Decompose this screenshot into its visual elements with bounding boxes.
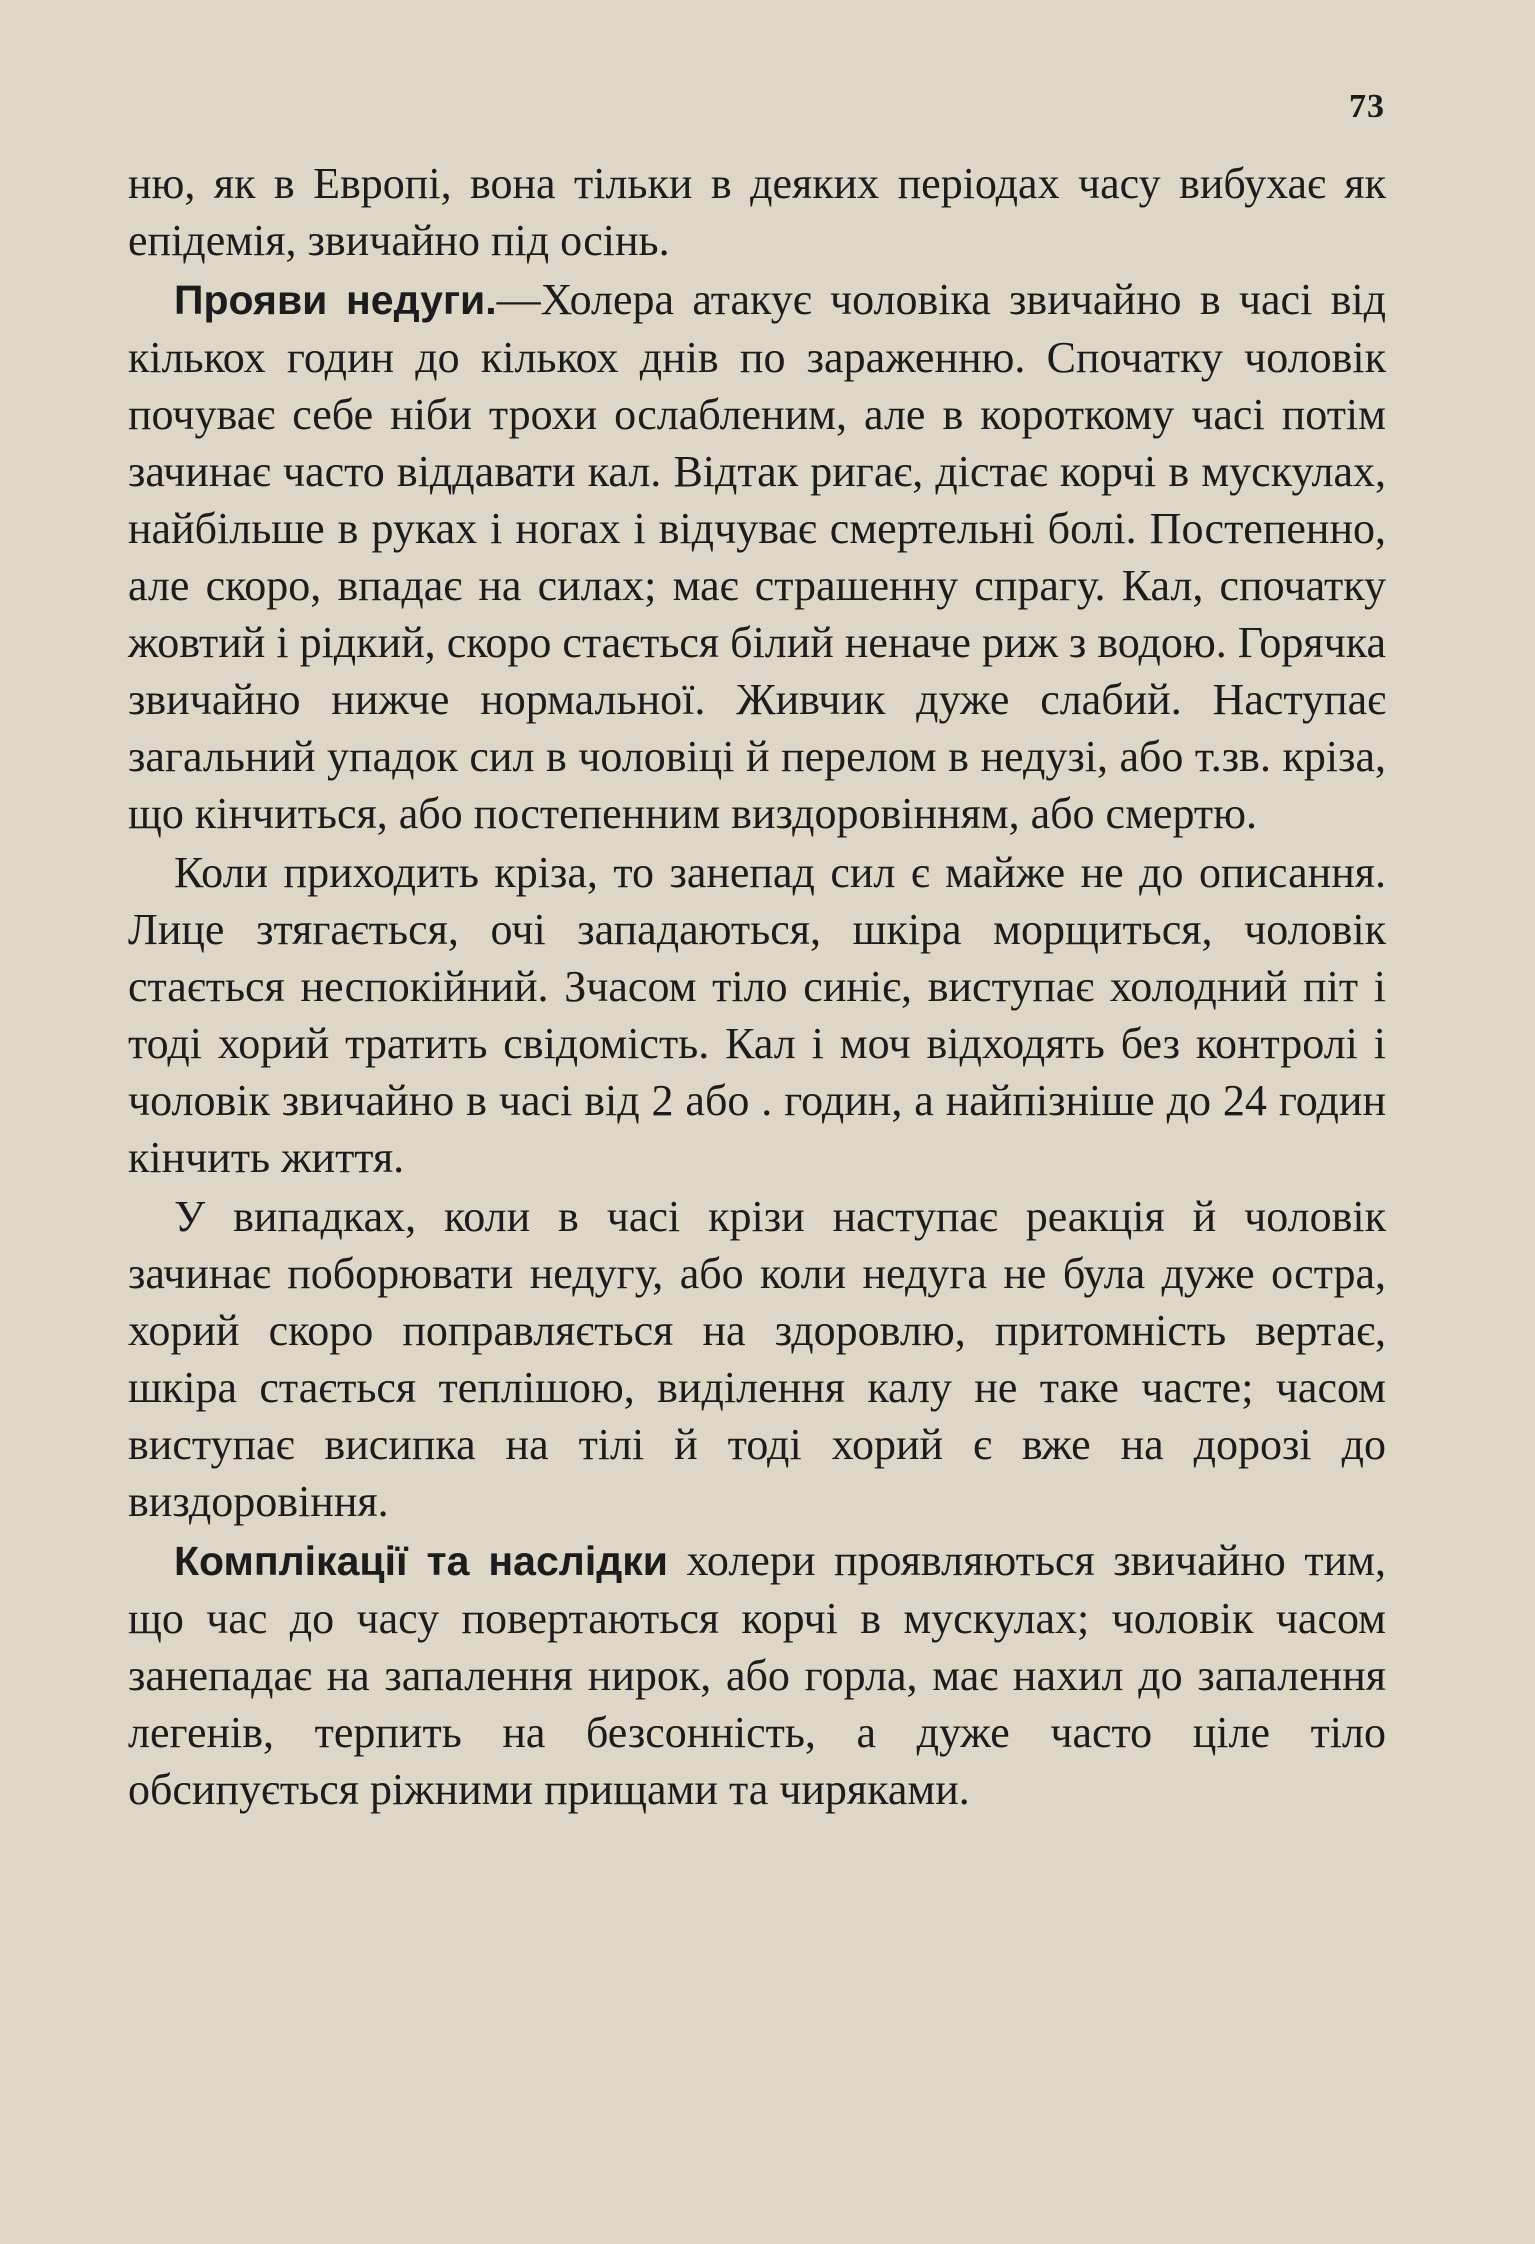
run-in-heading-complications: Комплікації та наслідки [174, 1538, 668, 1584]
paragraph-symptoms [128, 271, 1386, 842]
paragraph-text: Коли приходить кріза, то занепад сил є майже не до описання. Лице зтягається, очі западаються, шкіра морщиться, чоловік стається неспокійний. Зчасом тіло синіє, виступає холодний піт і тоді хорий тратить свідомість. Кал і моч відходять без контролі і чоловік звичайно в часі від 2 або . годин, а найпізніше до 24 годин кінчить життя. [128, 848, 1386, 1182]
page-number: 73 [1349, 88, 1385, 125]
paragraph-text: —Холера атакує чоловіка звичайно в часі від кількох годин до кількох днів по зараженню. Спочатку чоловік почуває себе ніби трохи ослабленим, але в короткому часі потім зачинає часто віддавати кал. Відтак ригає, дістає корчі в мускулах, найбільше в руках і ногах і відчуває смертельні болі. Постепенно, але скоро, впадає на силах; має страшенну спрагу. Кал, спочатку жовтий і рідкий, скоро стається білий неначе риж з водою. Горячка звичайно нижче нормальної. Живчик дуже слабий. Наступає загальний упадок сил в чоловіці й перелом в недузі, або т.зв. кріза, що кінчиться, або постепенним виздоровінням, або смертю. [128, 275, 1386, 838]
paragraph-continuation [128, 155, 1386, 269]
body-text [128, 155, 1386, 1820]
paragraph-text: У випадках, коли в часі крізи наступає реакція й чоловік зачинає поборювати недугу, або коли недуга не була дуже остра, хорий скоро поправляється на здоровлю, притомність вертає, шкіра стається теплішою, виділення калу не таке часте; часом виступає висипка на тілі й тоді хорий є вже на дорозі до виздоровіння. [128, 1192, 1386, 1526]
paragraph-text: ню, як в Европі, вона тільки в деяких періодах часу вибухає як епідемія, звичайно під осінь. [128, 159, 1386, 265]
paragraph-complications [128, 1532, 1386, 1818]
paragraph-recovery [128, 1188, 1386, 1530]
paragraph-crisis [128, 844, 1386, 1186]
paragraph-text: холери проявляються звичайно тим, що час до часу повертаються корчі в мускулах; чоловік часом занепадає на запалення нирок, або горла, має нахил до запалення легенів, терпить на безсонність, а дуже часто ціле тіло обсипується ріжними прищами та чиряками. [128, 1536, 1386, 1814]
run-in-heading-symptoms: Прояви недуги. [174, 277, 497, 323]
